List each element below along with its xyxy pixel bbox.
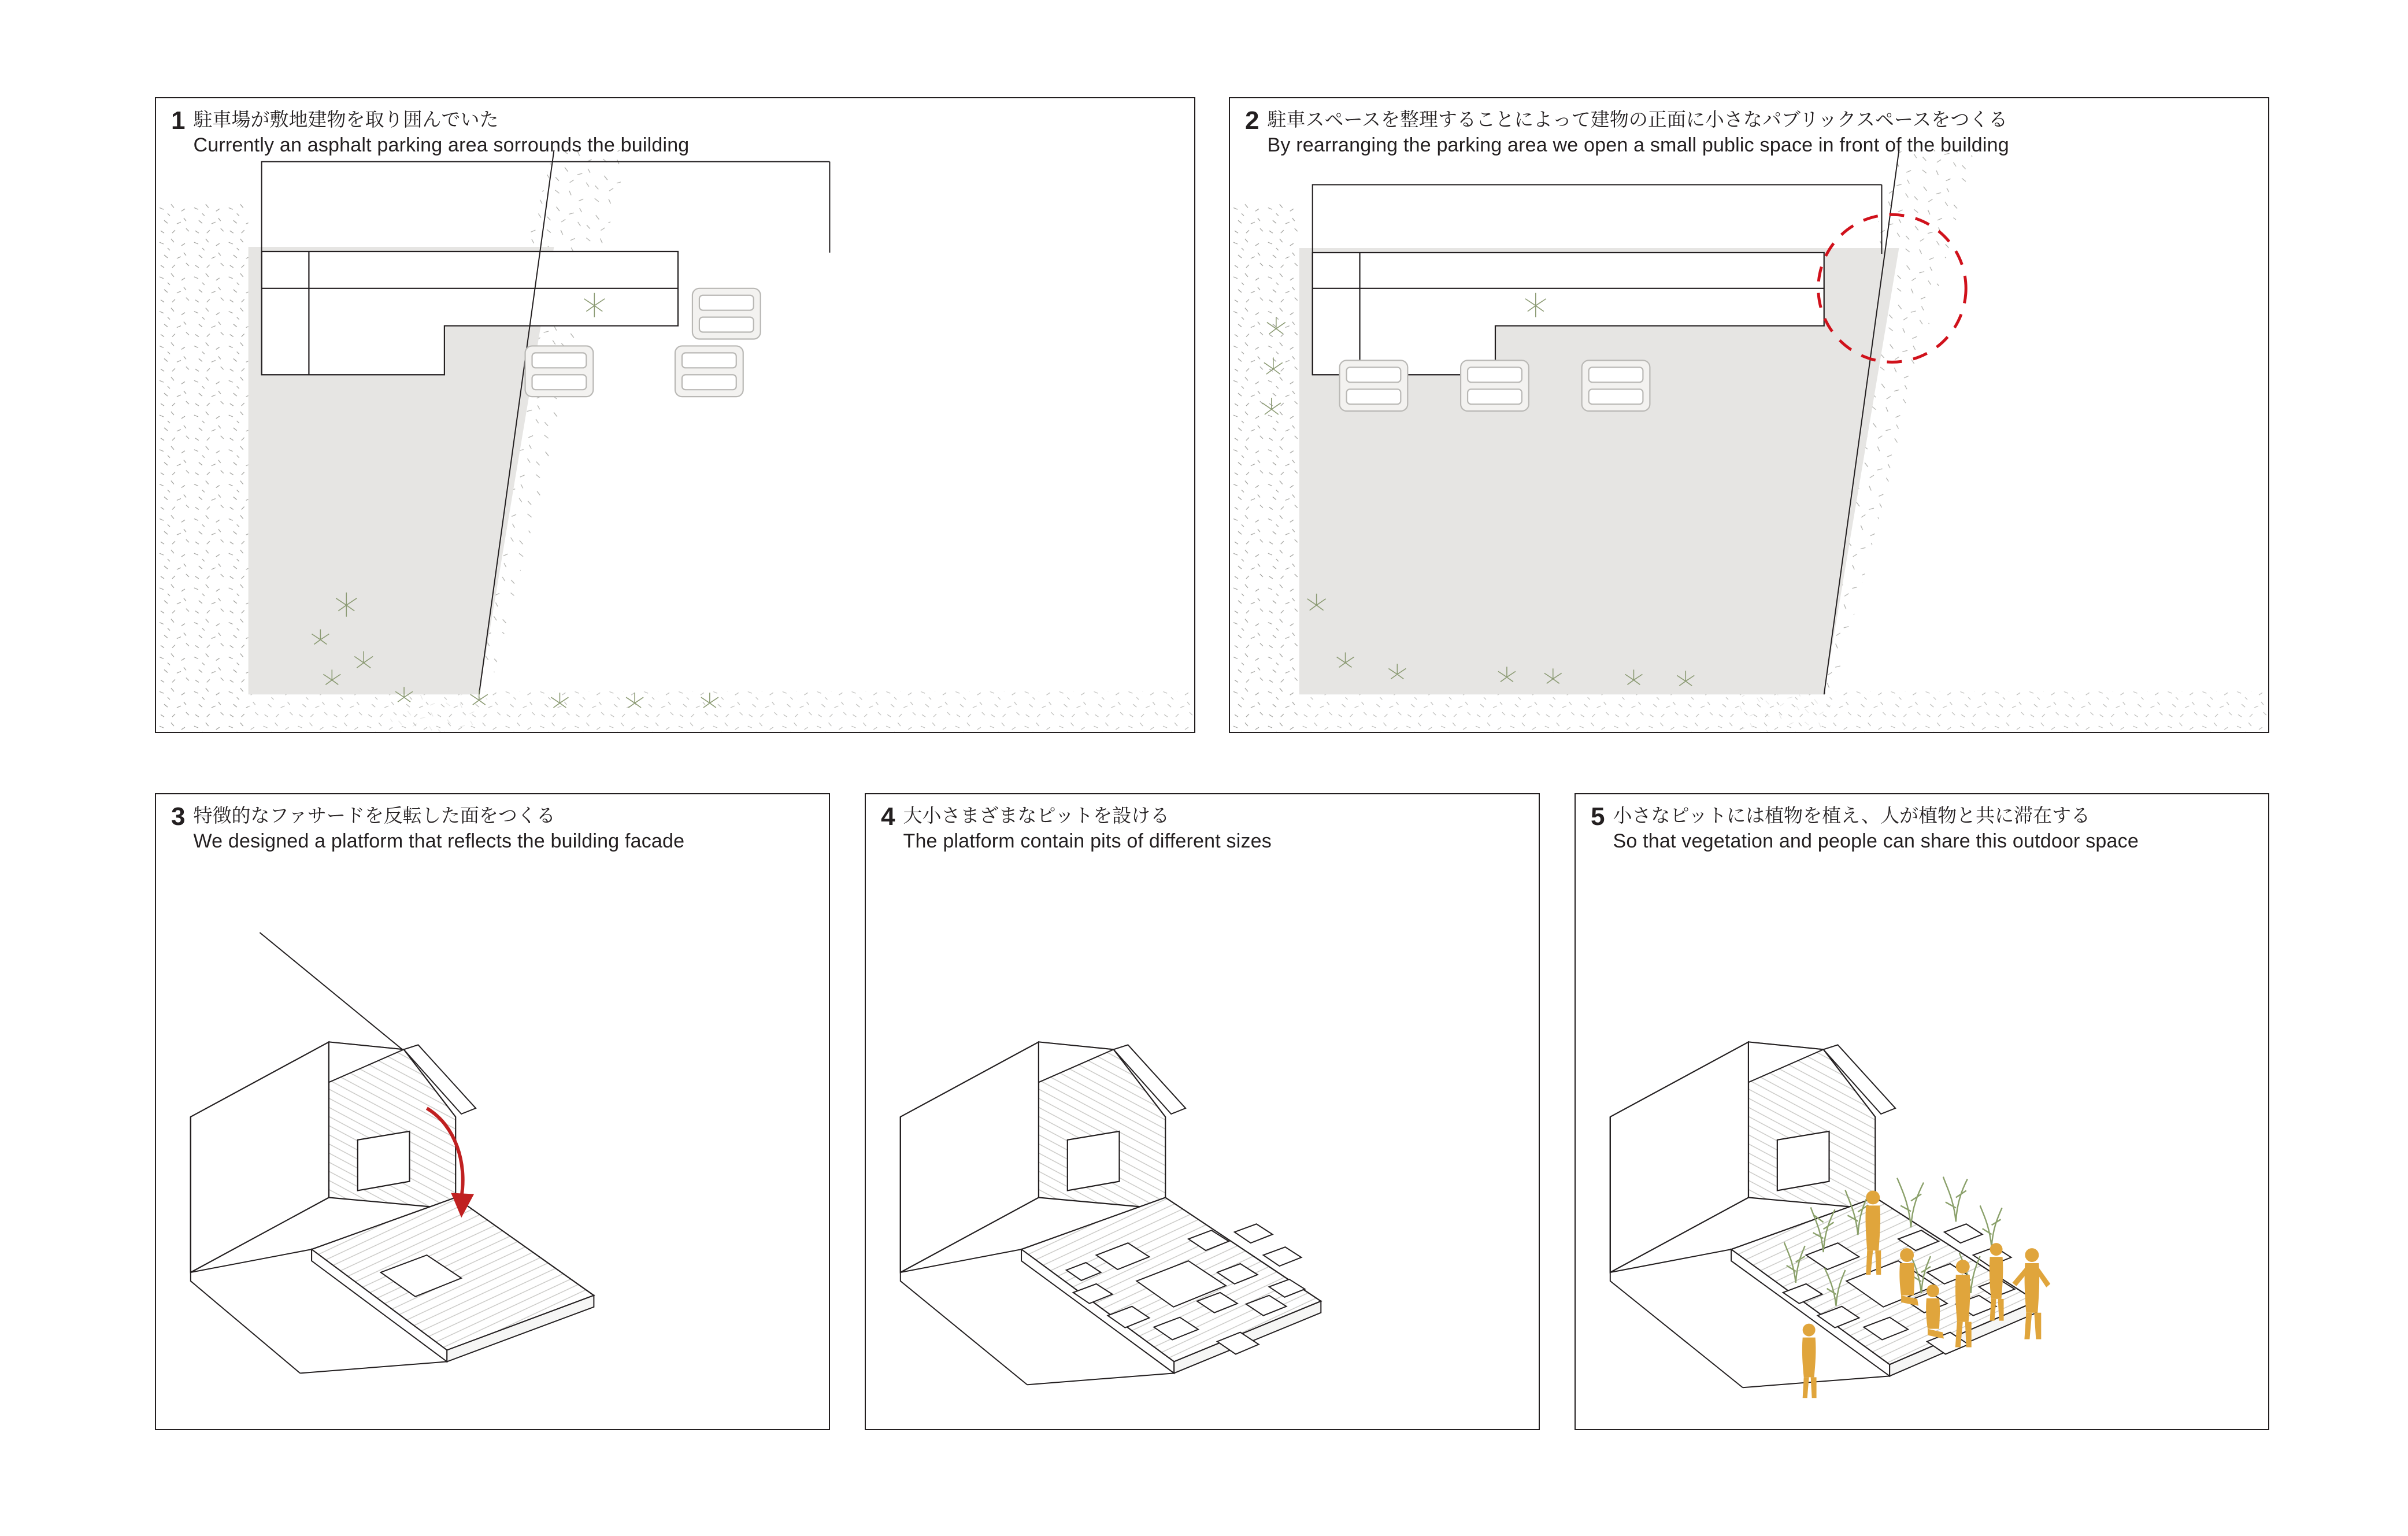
panel-step-2 bbox=[1229, 97, 2269, 733]
caption-en-3: We designed a platform that reflects the building facade bbox=[193, 830, 685, 852]
panel-3-artwork bbox=[156, 794, 829, 1429]
step-number-5: 5 bbox=[1591, 802, 1605, 831]
panel-5-caption bbox=[1591, 804, 2257, 854]
caption-en-4: The platform contain pits of different sizes bbox=[903, 830, 1272, 852]
gable-facade bbox=[1748, 1042, 1895, 1209]
step-number-4: 4 bbox=[881, 802, 895, 831]
panel-step-1 bbox=[155, 97, 1195, 733]
parked-cars bbox=[1340, 360, 1650, 411]
panel-1-caption bbox=[171, 108, 1183, 158]
panel-step-3 bbox=[155, 793, 830, 1430]
gable-facade bbox=[329, 1042, 476, 1209]
step-number-3: 3 bbox=[171, 802, 186, 831]
caption-jp-5: 小さなピットには植物を植え、人が植物と共に滞在する bbox=[1613, 805, 2091, 826]
caption-en-5: So that vegetation and people can share this outdoor space bbox=[1613, 830, 2139, 852]
caption-block-2 bbox=[1267, 108, 2009, 158]
panel-2-caption bbox=[1245, 108, 2257, 158]
caption-block-3 bbox=[193, 804, 684, 854]
leader-line bbox=[260, 932, 403, 1050]
panel-step-5 bbox=[1575, 793, 2269, 1430]
caption-jp-4: 大小さまざまなピットを設ける bbox=[903, 805, 1170, 826]
step-number-1: 1 bbox=[171, 106, 186, 135]
caption-jp-3: 特徴的なファサードを反転した面をつくる bbox=[193, 805, 555, 826]
panel-step-4 bbox=[865, 793, 1540, 1430]
panel-4-artwork bbox=[866, 794, 1539, 1429]
panel-3-caption bbox=[171, 804, 817, 854]
gable-facade bbox=[1039, 1042, 1186, 1209]
panel-4-caption bbox=[881, 804, 1527, 854]
panel-2-artwork bbox=[1230, 98, 2268, 732]
window bbox=[1068, 1131, 1120, 1191]
caption-block-5 bbox=[1613, 804, 2138, 854]
panel-5-artwork bbox=[1576, 794, 2268, 1429]
building-volume bbox=[191, 1042, 329, 1272]
caption-block-1 bbox=[193, 108, 689, 158]
caption-block-4 bbox=[903, 804, 1272, 854]
building-volume bbox=[901, 1042, 1039, 1272]
leader-lines bbox=[1313, 184, 1882, 254]
building-volume bbox=[1610, 1042, 1748, 1272]
panel-1-artwork bbox=[156, 98, 1194, 732]
caption-jp-2: 駐車スペースを整理することによって建物の正面に小さなパブリックスペースをつくる bbox=[1267, 109, 2008, 130]
caption-en-1: Currently an asphalt parking area sorrounds the building bbox=[193, 134, 690, 156]
step-number-2: 2 bbox=[1245, 106, 1259, 135]
caption-jp-1: 駐車場が敷地建物を取り囲んでいた bbox=[193, 109, 499, 130]
caption-en-2: By rearranging the parking area we open a small public space in front of the building bbox=[1267, 134, 2009, 156]
window bbox=[358, 1131, 410, 1191]
window bbox=[1777, 1131, 1829, 1191]
